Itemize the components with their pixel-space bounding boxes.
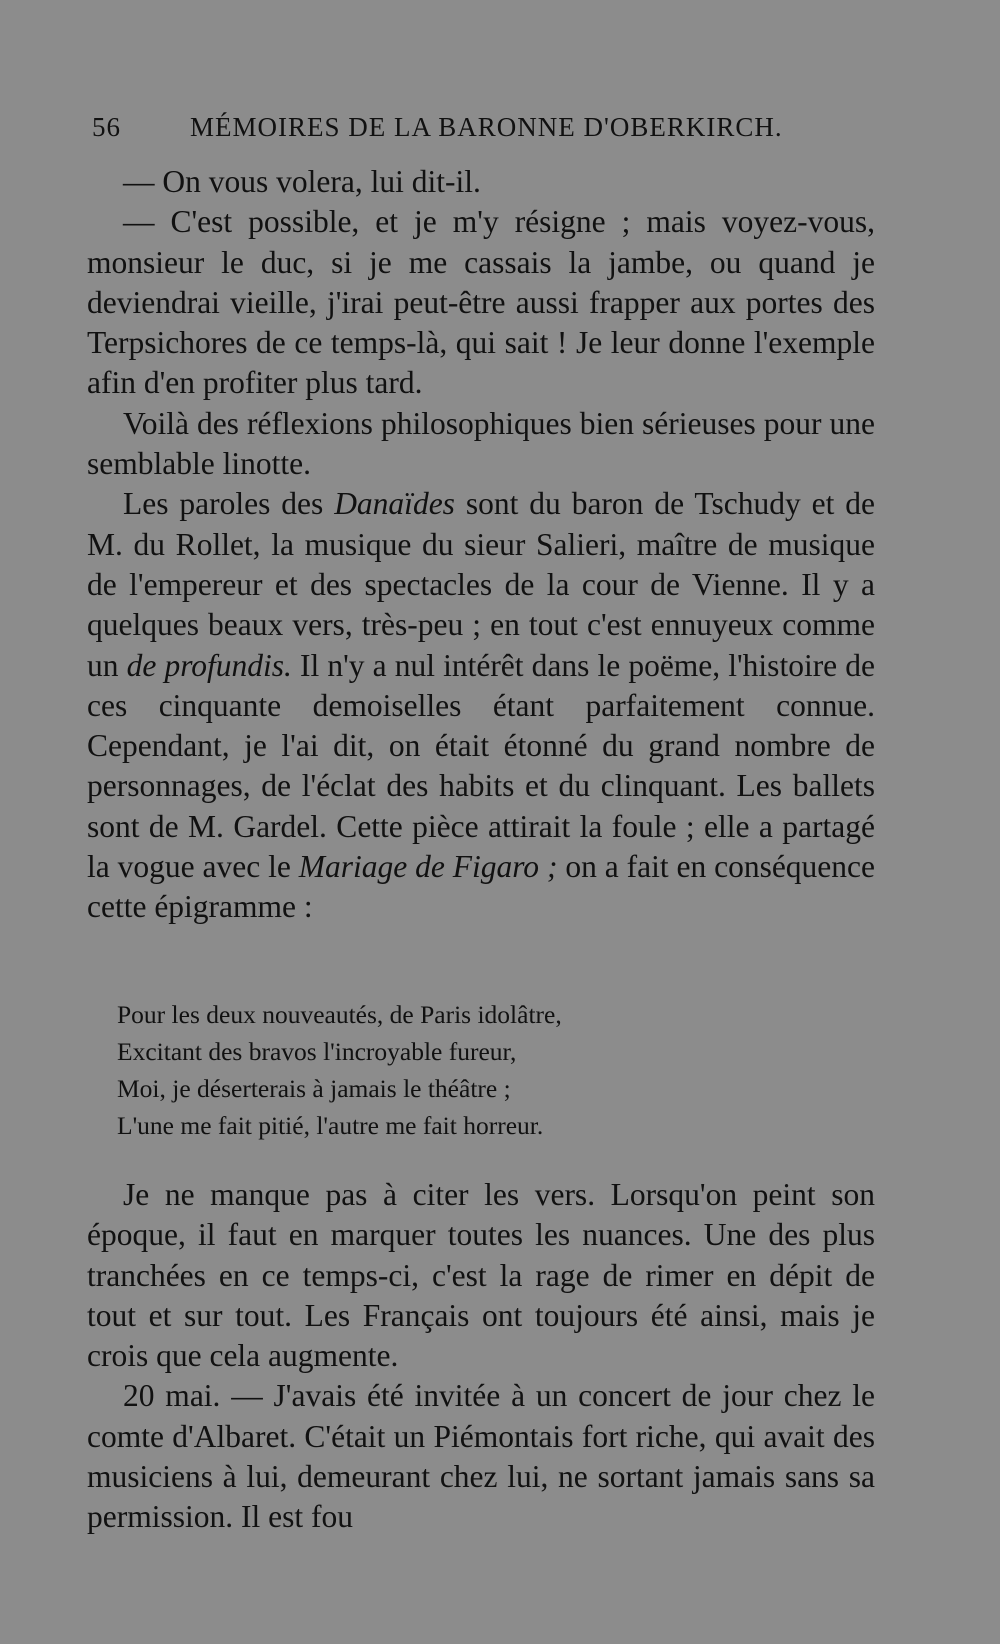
page-number: 56 (92, 112, 121, 142)
epigram-verse (117, 996, 817, 1144)
italic-phrase: de profundis. (126, 647, 292, 683)
italic-title: Danaïdes (334, 486, 455, 522)
body-text-lower (87, 1175, 875, 1538)
paragraph: Voilà des réflexions philosophiques bien sérieuses pour une semblable linotte. (87, 405, 875, 482)
italic-title: Mariage de Figaro ; (298, 849, 558, 885)
text-run: Les paroles des (123, 486, 335, 522)
verse-line: L'une me fait pitié, l'autre me fait horreur. (117, 1111, 544, 1140)
page-header (92, 112, 882, 148)
paragraph-danaides (87, 484, 875, 927)
text-run: on a fait en conséquence cette épigramme : (87, 849, 875, 925)
paragraph: Je ne manque pas à citer les vers. Lorsqu'on peint son époque, il faut en marquer toutes les nuances. Une des plus tranchées en ce temps-ci, c'est la rage de rimer en dépit de tout et sur tout. Les Français ont toujours été ainsi, mais je crois que cela augmente. (87, 1177, 875, 1374)
paragraph: — C'est possible, et je m'y résigne ; mais voyez-vous, monsieur le duc, si je me cassais la jambe, ou quand je deviendrai vieille, j'irai peut-être aussi frapper aux portes des Terpsichores de ce temps-là, qui sait ! Je leur donne l'exemple afin d'en profiter plus tard. (87, 204, 875, 401)
verse-line: Moi, je déserterais à jamais le théâtre ; (117, 1074, 511, 1103)
verse-line: Excitant des bravos l'incroyable fureur, (117, 1037, 517, 1066)
paragraph: — On vous volera, lui dit-il. (123, 164, 481, 199)
body-text-upper (87, 162, 875, 928)
text-run: sont du baron de Tschudy et de M. du Rollet, la musique du sieur Salieri, maître de musique de l'empereur et des spectacles de la cour de Vienne. Il y a quelques beaux vers, très-peu ; en tout c'est ennuyeux comme un (87, 486, 875, 683)
paragraph: 20 mai. — J'avais été invitée à un concert de jour chez le comte d'Albaret. C'était un Piémontais fort riche, qui avait des musiciens à lui, demeurant chez lui, ne sortant jamais sans sa permission. Il est fou (87, 1378, 875, 1535)
verse-line: Pour les deux nouveautés, de Paris idolâtre, (117, 1000, 562, 1029)
running-title: MÉMOIRES DE LA BARONNE D'OBERKIRCH. (190, 112, 783, 142)
text-run: Il n'y a nul intérêt dans le poëme, l'histoire de ces cinquante demoiselles étant parfaitement connue. Cependant, je l'ai dit, on était étonné du grand nombre de personnages, de l'éclat des habits et du clinquant. Les ballets sont de M. Gardel. Cette pièce attirait la foule ; elle a partagé la vogue avec le (87, 647, 875, 885)
